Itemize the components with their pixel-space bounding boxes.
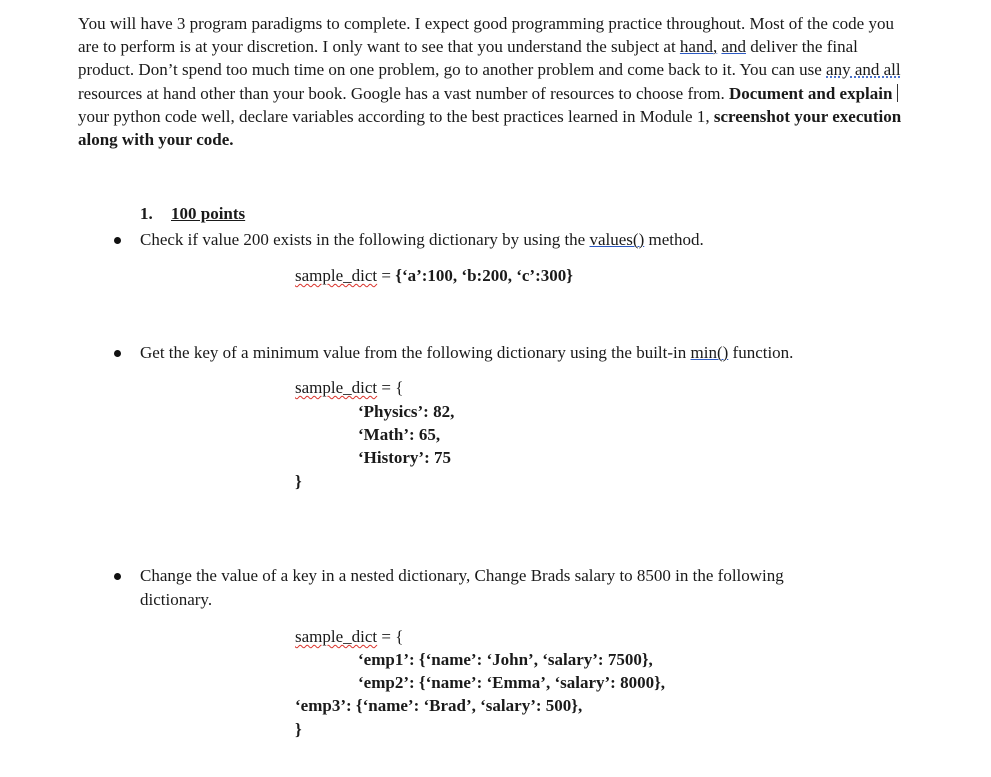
task-2-suffix: function. (728, 343, 794, 362)
bullet-3 (114, 573, 121, 580)
bullet-2 (114, 350, 121, 357)
code-2-line-2: ‘Math’: 65, (358, 425, 441, 444)
code-2-open: = { (377, 378, 404, 397)
code-3-line-1: ‘emp1’: {‘name’: ‘John’, ‘salary’: 7500}, (358, 650, 653, 669)
code-2-close: } (295, 472, 302, 491)
task-1-text: Check if value 200 exists in the following dictionary by using the (140, 230, 590, 249)
intro-word-and: and (721, 37, 747, 57)
code-block-1 (295, 265, 573, 287)
code-3-var: sample_dict (295, 627, 378, 646)
intro-text-4: resources at hand other than your book. Google has a vast number of resources to choose from. (78, 83, 730, 103)
text-cursor (897, 84, 898, 102)
intro-word-hand: hand, (679, 37, 718, 57)
code-3-open: = { (377, 627, 404, 646)
code-2-line-3: ‘History’: 75 (358, 448, 452, 467)
code-3-line-2: ‘emp2’: {‘name’: ‘Emma’, ‘salary’: 8000}, (358, 673, 666, 692)
code-1-body: {‘a’:100, ‘b:200, ‘c’:300} (395, 266, 573, 285)
task-1-suffix: method. (644, 230, 704, 249)
task-1-method: values() (589, 230, 645, 249)
code-1-var: sample_dict (295, 266, 378, 285)
intro-screenshot: screenshot your execution along with your code. (78, 106, 902, 150)
code-1-eq: = (377, 266, 396, 285)
intro-text-3: deliver the final product. Don’t spend too much time on one problem, go to another problem and come back to it. You can use (78, 37, 858, 80)
section-number: 1. (140, 204, 153, 223)
task-2-method: min() (690, 343, 729, 362)
code-2-line-1: ‘Physics’: 82, (358, 402, 455, 421)
task-3: Change the value of a key in a nested dictionary, Change Brads salary to 8500 in the following dictionary. (140, 566, 784, 609)
code-2-open-line (295, 377, 403, 399)
task-1 (140, 229, 704, 251)
task-2 (140, 342, 793, 364)
code-3-open-line (295, 626, 403, 648)
intro-text-6: your python code well, declare variables according to the best practices learned in Module 1, (78, 106, 714, 126)
intro-any-and-all: any and all (826, 60, 901, 80)
intro-paragraph (78, 12, 908, 151)
section-heading (140, 203, 245, 225)
code-2-var: sample_dict (295, 378, 378, 397)
section-points: 100 points (171, 204, 246, 223)
task-2-text: Get the key of a minimum value from the following dictionary using the built-in (140, 343, 691, 362)
intro-text-1: You will have 3 program paradigms to complete. I expect good programming practice throughout. Most of the code you are to perform is at your discretion. I only want to see that you understand the subject at (78, 14, 894, 57)
code-3-line-3: ‘emp3’: {‘name’: ‘Brad’, ‘salary’: 500}, (295, 696, 583, 715)
bullet-1 (114, 237, 121, 244)
intro-document-explain: Document and explain (729, 83, 893, 103)
code-3-close: } (295, 720, 302, 739)
